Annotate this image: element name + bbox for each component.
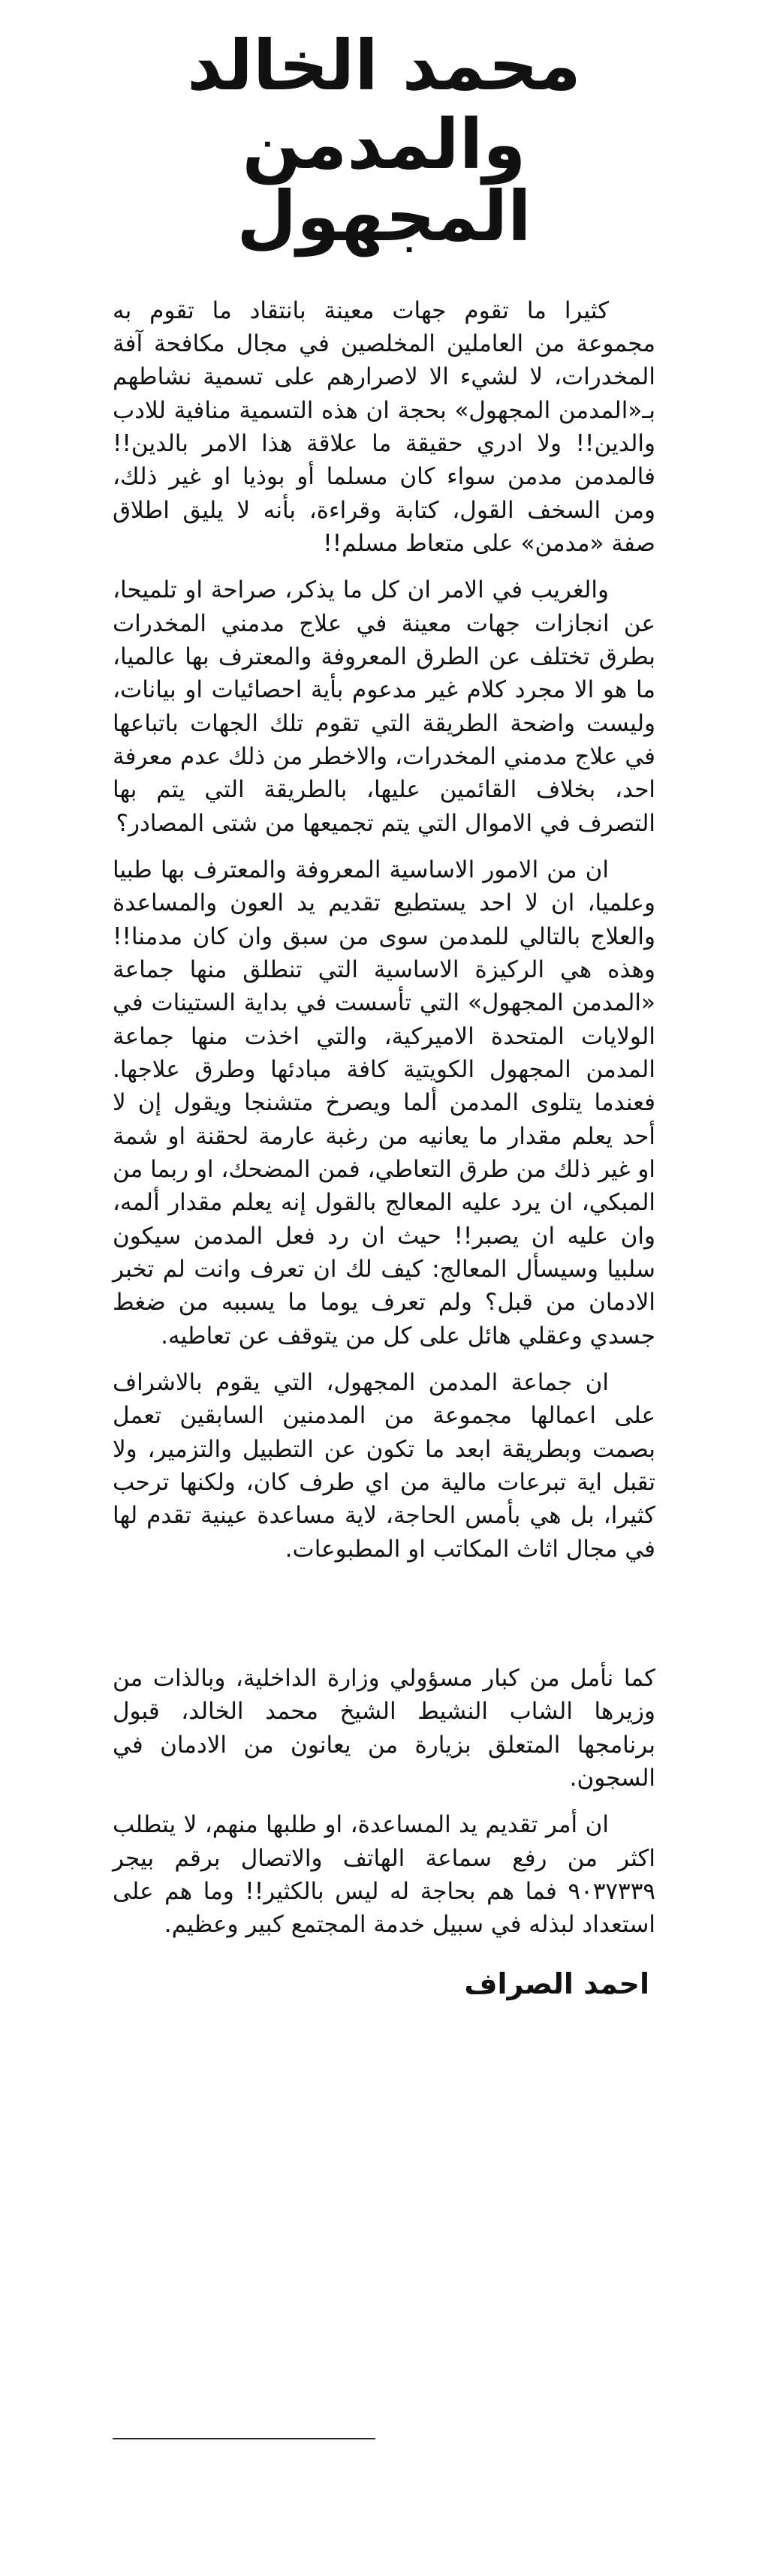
article-paragraph-3: ان من الامور الاساسية المعروفة والمعترف بها طبيا وعلميا، ان لا احد يستطيع تقديم يد العون والمساعدة والعلاج بالتالي للمدمن سوى من سبق وان كان مدمنا!! وهذه هي الركيزة الاساسية التي تنطلق منها جماعة «المدمن المجهول» التي تأسست في بداية الستينات في الولايات المتحدة الاميركية، والتي اخذت منها جماعة المدمن المجهول الكويتية كافة مبادئها وطرق علاجها. فعندما يتلوى المدمن ألما ويصرخ متشنجا ويقول إن لا أحد يعلم مقدار ما يعانيه من رغبة عارمة لحقنة او شمة او غير ذلك من طرق التعاطي، فمن المضحك، او ربما من المبكي، ان يرد عليه المعالج بالقول إنه يعلم مقدار ألمه، وان عليه ان يصبر!! حيث ان رد فعل المدمن سيكون سلبيا وسيسأل المعالج: كيف لك ان تعرف وانت لم تخبر الادمان من قبل؟ ولم تعرف يوما ما يسببه من ضغط جسدي وعقلي هائل على كل من يتوقف عن تعاطيه.: [113, 856, 655, 1350]
article-body: [113, 294, 655, 1942]
headline-line-1: محمد الخالد: [187, 26, 581, 106]
article-paragraph-1: كثيرا ما تقوم جهات معينة بانتقاد ما تقوم به مجموعة من العاملين المخلصين في مجال مكافحة آفة المخدرات، لا لشيء الا لاصرارهم على تسمية نشاطهم بـ«المدمن المجهول» بحجة ان هذه التسمية منافية للادب والدين!! ولا ادري حقيقة ما علاقة هذا الامر بالدين!! فالمدمن مدمن سواء كان مسلما أو بوذيا او غير ذلك، ومن السخف القول، كتابة وقراءة، بأنه لا يليق اطلاق صفة «مدمن» على متعاط مسلم!!: [113, 296, 655, 558]
closing-paragraph-2: ان أمر تقديم يد المساعدة، او طلبها منهم، لا يتطلب اكثر من رفع سماعة الهاتف والاتصال برقم بيجر ٩٠٣٧٣٣٩ فما هم بحاجة له ليس بالكثير!! وما هم على استعداد لبذله في سبيل خدمة المجتمع كبير وعظيم.: [113, 1811, 655, 1939]
headline: [113, 26, 655, 257]
author-signature: احمد الصراف: [464, 1967, 649, 2000]
headline-line-2: والمدمن المجهول: [236, 104, 532, 257]
bottom-divider: [113, 2438, 375, 2439]
closing-paragraph-1: كما نأمل من كبار مسؤولي وزارة الداخلية، وبالذات من وزيرها الشاب النشيط الشيخ محمد الخالد، قبول برنامجها المتعلق بزيارة من يعانون من الادمان في السجون.: [113, 1664, 655, 1792]
section-spacer: [113, 1579, 655, 1662]
article-paragraph-2: والغريب في الامر ان كل ما يذكر، صراحة او تلميحا، عن انجازات جهات معينة في علاج مدمني المخدرات بطرق تختلف عن الطرق المعروفة والمعترف بها عالميا، ما هو الا مجرد كلام غير مدعوم بأية احصائيات او بيانات، وليست واضحة الطريقة التي تقوم تلك الجهات باتباعها في علاج مدمني المخدرات، والاخطر من ذلك عدم معرفة احد، بخلاف القائمين عليها، بالطريقة التي يتم بها التصرف في الاموال التي يتم تجميعها من شتى المصادر؟: [113, 576, 655, 837]
article-paragraph-4: ان جماعة المدمن المجهول، التي يقوم بالاشراف على اعمالها مجموعة من المدمنين السابقين تعمل بصمت وبطريقة ابعد ما تكون عن التطبيل والتزمير، ولا تقبل اية تبرعات مالية من اي طرف كان، ولكنها ترحب كثيرا، بل هي بأمس الحاجة، لاية مساعدة عينية تقدم لها في مجال اثاث المكاتب او المطبوعات.: [113, 1368, 655, 1563]
